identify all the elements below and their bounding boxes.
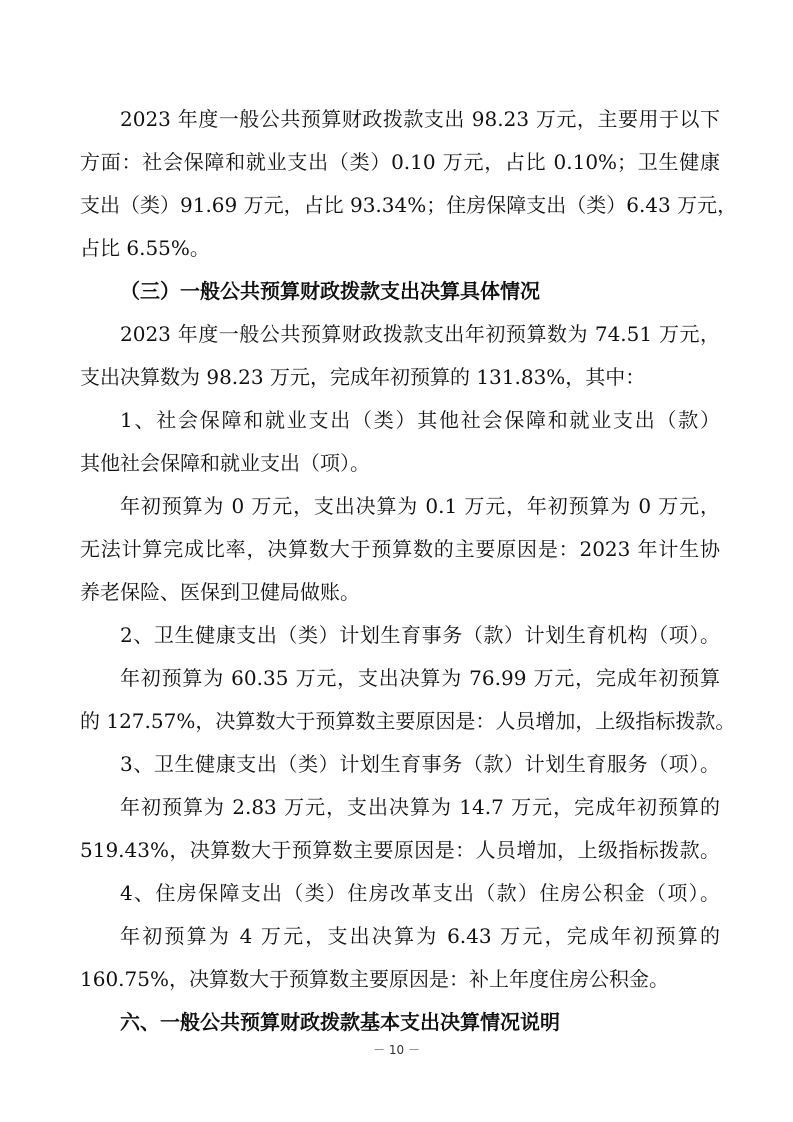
paragraph-line: 519.43%，决算数大于预算数主要原因是：人员增加，上级指标拨款。 (80, 838, 720, 862)
paragraph-line: 160.75%，决算数大于预算数主要原因是：补上年度住房公积金。 (80, 967, 669, 991)
paragraph-line: 方面：社会保障和就业支出（类）0.10 万元，占比 0.10%；卫生健康 (80, 150, 720, 174)
paragraph-line: 无法计算完成比率，决算数大于预算数的主要原因是：2023 年计生协 (80, 537, 720, 561)
paragraph-line: 的 127.57%，决算数大于预算数主要原因是：人员增加，上级指标拨款。 (80, 709, 736, 733)
paragraph-line: 年初预算为 4 万元，支出决算为 6.43 万元，完成年初预算的 (120, 924, 720, 948)
paragraph-line: 其他社会保障和就业支出（项）。 (80, 451, 370, 475)
page-number: － 10 － (373, 1043, 420, 1057)
paragraph-line: 年初预算为 2.83 万元，支出决算为 14.7 万元，完成年初预算的 (120, 795, 720, 819)
paragraph-line: 支出决算数为 98.23 万元，完成年初预算的 131.83%，其中： (80, 365, 646, 389)
paragraph-line: 支出（类）91.69 万元，占比 93.34%；住房保障支出（类）6.43 万元， (80, 193, 738, 217)
paragraph-line: 年初预算为 0 万元，支出决算为 0.1 万元，年初预算为 0 万元， (120, 494, 720, 518)
item-heading: 3、卫生健康支出（类）计划生育事务（款）计划生育服务（项）。 (120, 752, 720, 776)
item-heading: 4、住房保障支出（类）住房改革支出（款）住房公积金（项）。 (120, 881, 720, 905)
item-heading: 1、社会保障和就业支出（类）其他社会保障和就业支出（款） (120, 408, 720, 432)
paragraph-line: 2023 年度一般公共预算财政拨款支出 98.23 万元，主要用于以下 (120, 107, 720, 131)
paragraph-line: 2023 年度一般公共预算财政拨款支出年初预算数为 74.51 万元， (120, 322, 720, 346)
paragraph-line: 年初预算为 60.35 万元，支出决算为 76.99 万元，完成年初预算 (120, 666, 720, 690)
paragraph-line: 养老保险、医保到卫健局做账。 (80, 580, 360, 604)
section-heading: 六、一般公共预算财政拨款基本支出决算情况说明 (120, 1010, 560, 1034)
section-heading: （三）一般公共预算财政拨款支出决算具体情况 (120, 279, 540, 303)
item-heading: 2、卫生健康支出（类）计划生育事务（款）计划生育机构（项）。 (120, 623, 720, 647)
paragraph-line: 占比 6.55%。 (80, 236, 210, 260)
